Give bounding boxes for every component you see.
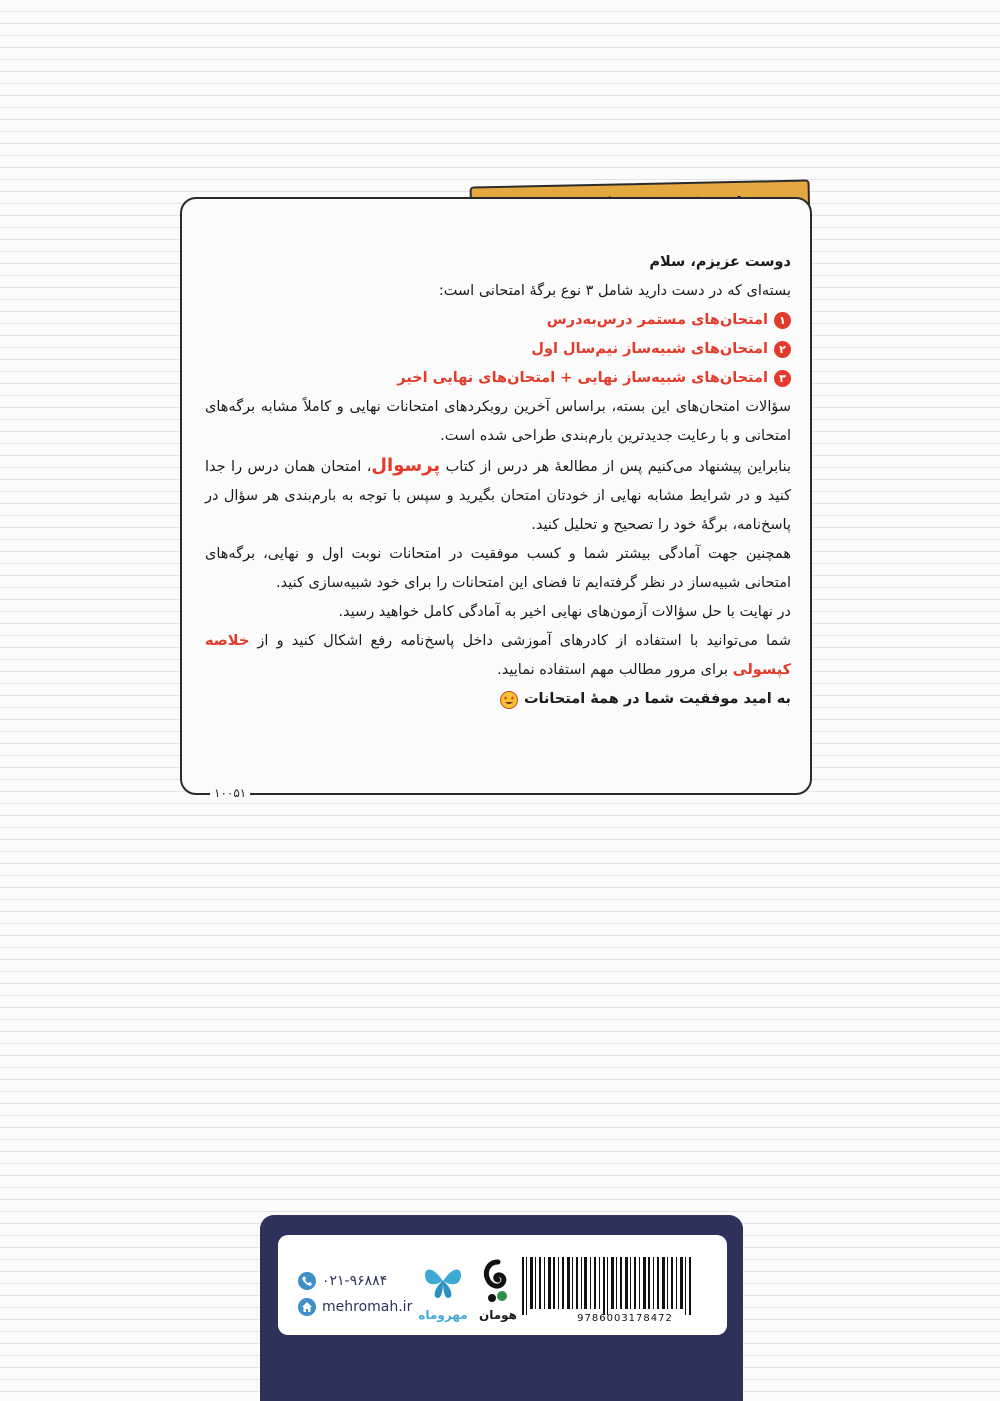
phone-number: ۰۲۱-۹۶۸۸۴ xyxy=(322,1273,388,1289)
contact-info xyxy=(298,1268,428,1320)
closing-line xyxy=(205,685,791,714)
website-link[interactable]: mehromah.ir xyxy=(322,1299,413,1315)
isbn-number: 9786003178472 xyxy=(577,1313,673,1324)
number-badge: ۲ xyxy=(774,341,791,358)
list-item xyxy=(205,306,791,335)
list-item xyxy=(205,335,791,364)
houman-logo xyxy=(475,1258,521,1328)
publisher-name-1: هومان xyxy=(478,1308,518,1322)
website-row xyxy=(298,1294,428,1320)
intro: بسته‌ای که در دست دارید شامل ۳ نوع برگهٔ امتحانی است: xyxy=(438,283,791,299)
paragraph-2-end: ، امتحان همان درس را جدا کنید و در شرایط مشابه نهایی از خودتان امتحان بگیرید و سپس با توجه به بارم‌بندی هر سؤال در پاسخ‌نامه، برگهٔ خود را تصحیح و تحلیل کنید. xyxy=(205,459,791,533)
phone-icon xyxy=(298,1272,316,1290)
number-badge: ۳ xyxy=(774,370,791,387)
list-item-label: امتحان‌های شبیه‌ساز نهایی + امتحان‌های نهایی اخیر xyxy=(397,370,768,386)
capsule-summary-highlight: خلاصه کپسولی xyxy=(205,633,791,678)
paragraph-1: سؤالات امتحان‌های این بسته، براساس آخرین رویکردهای امتحانات نهایی و کاملاً مشابه برگه‌های امتحانی و با رعایت جدیدترین بارم‌بندی طراحی شده است. xyxy=(205,399,791,444)
list-item-label: امتحان‌های مستمر درس‌به‌درس xyxy=(546,312,768,328)
list-item-label: امتحان‌های شبیه‌ساز نیم‌سال اول xyxy=(531,341,768,357)
publisher-name-2: مهروماه xyxy=(418,1308,468,1322)
instructions-content xyxy=(205,248,791,714)
paragraph-4: در نهایت با حل سؤالات آزمون‌های نهایی اخیر به آمادگی کامل خواهید رسید. xyxy=(338,604,791,620)
houman-logo-icon xyxy=(480,1258,516,1304)
paragraph-3: همچنین جهت آمادگی بیشتر شما و کسب موفقیت در امتحانات نوبت اول و نهایی، برگه‌های امتحانی شبیه‌ساز در نظر گرفته‌ایم تا فضای این امتحانات را برای خود شبیه‌سازی کنید. xyxy=(205,546,791,591)
greeting: دوست عزیزم، سلام xyxy=(649,254,791,270)
paragraph-5-start: شما می‌توانید با استفاده از کادرهای آموزشی داخل پاسخ‌نامه رفع اشکال کنید و از xyxy=(249,633,791,649)
phone-row xyxy=(298,1268,428,1294)
paragraph-2-start: بنابراین پیشنهاد می‌کنیم پس از مطالعهٔ هر درس از کتاب xyxy=(440,459,792,475)
home-icon xyxy=(298,1298,316,1316)
book-brand-name: پرسوال xyxy=(371,455,441,476)
closing-text: به امید موفقیت شما در همهٔ امتحانات xyxy=(523,691,791,707)
number-badge: ۱ xyxy=(774,312,791,329)
page-code: ۱۰۰۵۱ xyxy=(210,786,250,800)
list-item xyxy=(205,364,791,393)
paragraph-5 xyxy=(205,627,791,685)
heart-eyes-emoji-icon xyxy=(500,691,518,709)
paragraph-5-end: برای مرور مطالب مهم استفاده نمایید. xyxy=(497,662,733,678)
paragraph-2 xyxy=(205,451,791,540)
